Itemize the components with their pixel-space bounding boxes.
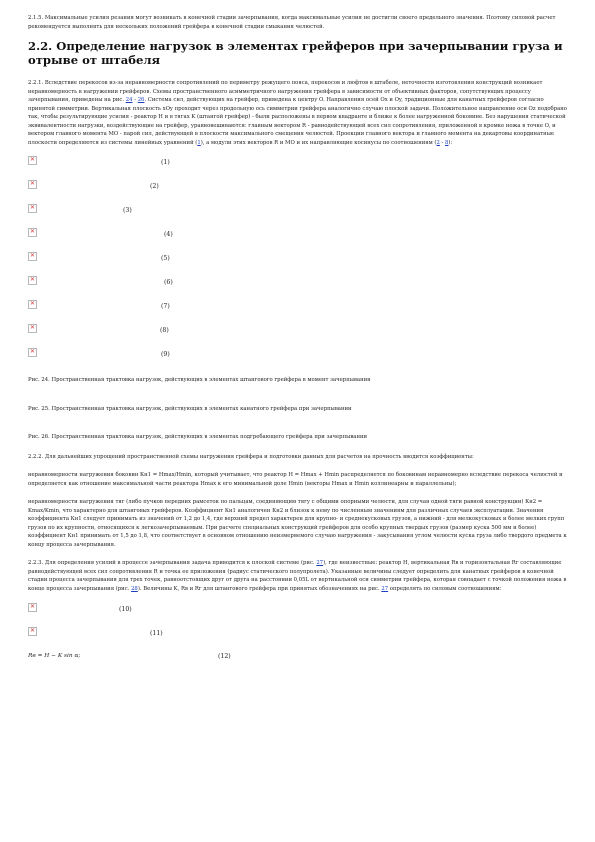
equation-list-2 xyxy=(28,603,568,663)
equation-list xyxy=(28,156,568,372)
figure-25-caption: Рис. 25. Пространственная трактовка нагрузок, действующих в элементах канатного грейфера при зачерпывании xyxy=(28,405,352,412)
equation-number: (9) xyxy=(161,351,170,358)
broken-image-icon xyxy=(28,627,37,636)
equation-row xyxy=(28,627,568,651)
figure-24-caption: Рис. 24. Пространственная трактовка нагрузок, действующих в элементах штангового грейфера в момент зачерпывания xyxy=(28,377,371,383)
equation-number: (2) xyxy=(150,183,159,190)
equation-number: (7) xyxy=(161,303,170,310)
broken-image-icon xyxy=(28,276,37,285)
broken-image-icon xyxy=(28,228,37,237)
paragraph-2-2-2: 2.2.2. Для дальнейших упрощений пространственной схемы нагружения грейфера и подготовки данных для расчетов на прочность вводится коэффициенты: xyxy=(28,453,474,460)
equation-row xyxy=(28,300,568,324)
equation-number: (3) xyxy=(123,207,132,214)
equation-row xyxy=(28,252,568,276)
equation-12-text: Rв = H − K sin α; xyxy=(28,653,81,659)
equation-row xyxy=(28,204,568,228)
paragraph-2-2-3: 2.2.3. Для определения усилий в процессе зачерпывания задача приводится к плоской системе (рис. 27), где неизвестные: реактор H, вертикальная Rв и горизонтальная Rг составляющие равнодействующей всех сил сопротивления R и точка ее приложения (радиус статического полупролета). Указанные величины следует определить для канатных грейферов в конечной стадии процесса зачерпывания для трех точек, равноотстоящих друг от друга на расстоянии 0,05L от вертикальной оси симметрии грейфера, которая совпадает с точкой положения ножа в конце процесса зачерпывания (рис. 28). Величины K, Rв и Rг для штангового грейфера при принятых обозначениях на рис. 27 определять по силовым соотношениям: xyxy=(28,560,567,592)
figure-26-link[interactable]: 26 xyxy=(137,97,145,103)
broken-image-icon xyxy=(28,300,37,309)
equation-number: (6) xyxy=(164,279,173,286)
equation-number: (12) xyxy=(218,653,231,660)
document-page xyxy=(28,14,568,663)
equation-row xyxy=(28,324,568,348)
equation-number: (4) xyxy=(164,231,173,238)
figure-27-link-2[interactable]: 27 xyxy=(381,585,389,592)
equation-row xyxy=(28,156,568,180)
equation-number: (5) xyxy=(161,255,170,262)
equation-row xyxy=(28,276,568,300)
figure-27-link[interactable]: 27 xyxy=(316,560,324,566)
equation-number: (1) xyxy=(161,159,170,166)
figure-24-link[interactable]: 24 xyxy=(125,97,133,103)
section-heading: 2.2. Определение нагрузок в элементах грейферов при зачерпывании груза и отрыве от штабеля xyxy=(28,39,563,67)
paragraph-2-2-1: 2.2.1. Вследствие перекосов из-за неравномерности сопротивлений по периметру режущего пояса, перекосов и люфтов в штабеле, неточности изготовления конструкций возникает неравномерность в нагружении грейферов. Схемы пространственного асимметричного нагружения грейфера в зависимости от объективных факторов, сопутствующих процессу зачерпывания, приведены на рис. 24 - 26. Система сил, действующих на грейфер, приведена к центру O. Направления осей Ox и Oy, традиционные для канатных грейферов согласно принятой симметрии. Вертикальная плоскость xOy проходит через продольную ось симметрии грейфера аналогично случаю плоской задачи. Положительное направление оси Oz подобрано так, чтобы результирующие усилия - реактор H и в тягах K (штангой грейфер) - были расположены в первом квадранте и ближе к более нагруженной боковине. Без нарушения статической эквивалентности нагрузки, воздействующие на грейфер, уравновешиваются: главным вектором R - равнодействующей всех сил сопротивления, приложенной в кромке ножа в точке O, и вектором главного момента MO - парой сил, действующей в плоскости максимального смещения челюстей. Проекции главного вектора и главного момента на декартовы координатные плоскости определяются из системы линейных уравнений (1), а модули этих векторов R и MO и их направляющие косинусы по соотношениям (2 - 8): xyxy=(28,80,567,146)
broken-image-icon xyxy=(28,324,37,333)
equation-2-link[interactable]: 2 xyxy=(436,139,440,146)
paragraph-coefficient-2: неравномерности нагружения тяг (либо пучков передних рамсеток по пальцам, соединяющим тягу с общими опорными челюсти, для случая одной тяги равной конструкции) Кн2 = Kmax/Kmin, что характерно для штанговых грейферов. Коэффициент Кн1 аналогичен Кн2 и близок к нему по численным значениям для различных случаев эксплуатации. Значения коэффициента Кн1 следует принимать из значений от 1,2 до 1,4, где верхний предел характерен для крупно- и среднекусковых грузов, а нижний - для мелкокусковых и более мелких групп грузов по их крупности, относящихся к легкозачерпываемым. При расчете специальных конструкций грейферов для особо крупных твердых грузов (размер куска 500 мм и более) коэффициент Кн1 принимать от 1,5 до 1,8, что соответствует в основном отношению неизмеряемого случаю нагружения - закусывания углом челюсти куска груза либо твердого предмета к концу процесса зачерпывания. xyxy=(28,499,567,548)
paragraph-coefficient-1: неравномерности нагружения боковин Кн1 = Hmax/Hmin, который учитывает, что реактор H = Hmax + Hmin распределяется по боковинам неравномерно вследствие перекоса челюстей и определяется как отношение максимальной части реактора Hmax к его минимальной доле Hmin (векторы Hmax и Hmin коллинеарны и параллельны); xyxy=(28,472,563,487)
equation-1-link[interactable]: 1 xyxy=(197,139,201,146)
figure-26-caption: Рис. 26. Пространственная трактовка нагрузок, действующих в элементах подгребающего грейфера при зачерпывании xyxy=(28,434,368,440)
equation-row xyxy=(28,603,568,627)
figure-28-link[interactable]: 28 xyxy=(131,585,138,592)
equation-row xyxy=(28,348,568,372)
equation-row xyxy=(28,651,568,663)
broken-image-icon xyxy=(28,603,37,612)
intro-paragraph: 2.1.5. Максимальные усилия резания могут возникать в конечной стадии зачерпывания, когда максимальные усилия не достигли своего предельного значения. Поэтому силовой расчет рекомендуется выполнять для нескольких положений грейфера в конечной стадии смыкания челюстей. xyxy=(28,15,556,30)
broken-image-icon xyxy=(28,204,37,213)
broken-image-icon xyxy=(28,252,37,261)
broken-image-icon xyxy=(28,180,37,189)
broken-image-icon xyxy=(28,348,37,357)
equation-number: (8) xyxy=(160,327,169,334)
broken-image-icon xyxy=(28,156,37,165)
equation-8-link[interactable]: 8 xyxy=(445,139,449,146)
equation-number: (11) xyxy=(150,630,163,637)
equation-number: (10) xyxy=(119,606,132,613)
equation-row xyxy=(28,228,568,252)
equation-row xyxy=(28,180,568,204)
